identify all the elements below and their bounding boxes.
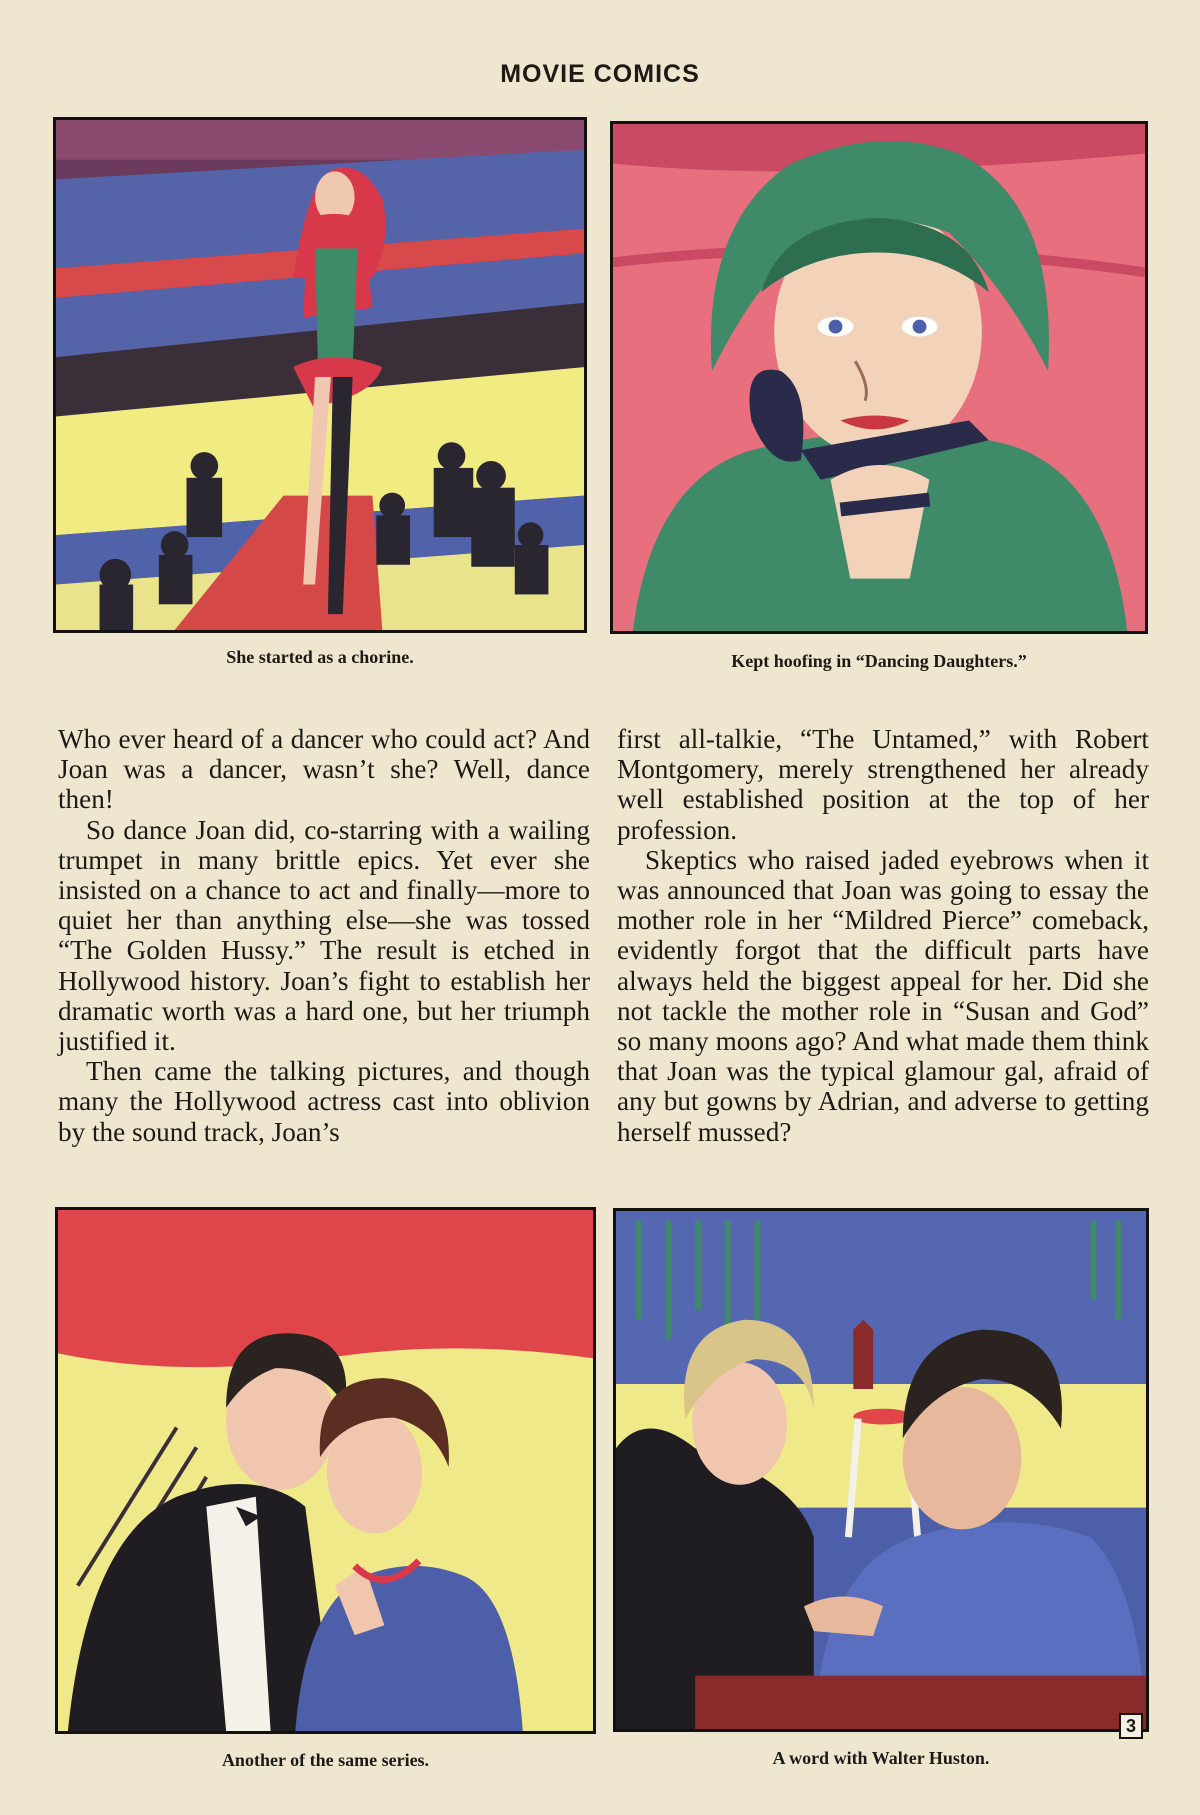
page-number: 3 <box>1119 1713 1143 1739</box>
article-left-column <box>58 724 590 1147</box>
article-paragraph: first all-talkie, “The Untamed,” with Robert Montgomery, merely strengthened her already well established position at the top of her profession. <box>617 724 1149 845</box>
telephone-illustration <box>613 124 1145 631</box>
panel-caption: Kept hoofing in “Dancing Daughters.” <box>731 651 1027 671</box>
article-right-column <box>617 724 1149 1147</box>
panel-couple <box>55 1207 596 1734</box>
article-paragraph: Who ever heard of a dancer who could act? And Joan was a dancer, wasn’t she? Well, dance then! <box>58 724 590 815</box>
dancer-illustration <box>56 120 584 630</box>
bar-illustration <box>616 1211 1146 1729</box>
panel-caption: She started as a chorine. <box>226 647 414 667</box>
panel-telephone <box>610 121 1148 634</box>
panel-caption: A word with Walter Huston. <box>772 1748 990 1768</box>
article-paragraph: So dance Joan did, co-starring with a wailing trumpet in many brittle epics. Yet ever she insisted on a chance to act and finally—more to quiet her than anything else—she was tossed “The Golden Hussy.” The result is etched in Hollywood history. Joan’s fight to establish her dramatic worth was a hard one, but her triumph justified it. <box>58 814 590 1057</box>
panel-dancer <box>53 117 587 633</box>
couple-illustration <box>58 1210 593 1731</box>
panel-bar <box>613 1208 1149 1732</box>
page-header: MOVIE COMICS <box>500 60 700 88</box>
panel-caption: Another of the same series. <box>221 1750 430 1770</box>
article-paragraph: Skeptics who raised jaded eyebrows when it was announced that Joan was going to essay the mother role in her “Mildred Pierce” comeback, evidently forgot that the difficult parts have always held the biggest appeal for her. Did she not tackle the mother role in “Susan and God” so many moons ago? And what made them think that Joan was the typical glamour gal, afraid of any but gowns by Adrian, and adverse to getting herself mussed? <box>617 844 1149 1147</box>
article-paragraph: Then came the talking pictures, and though many the Hollywood actress cast into oblivion by the sound track, Joan’s <box>58 1056 590 1147</box>
